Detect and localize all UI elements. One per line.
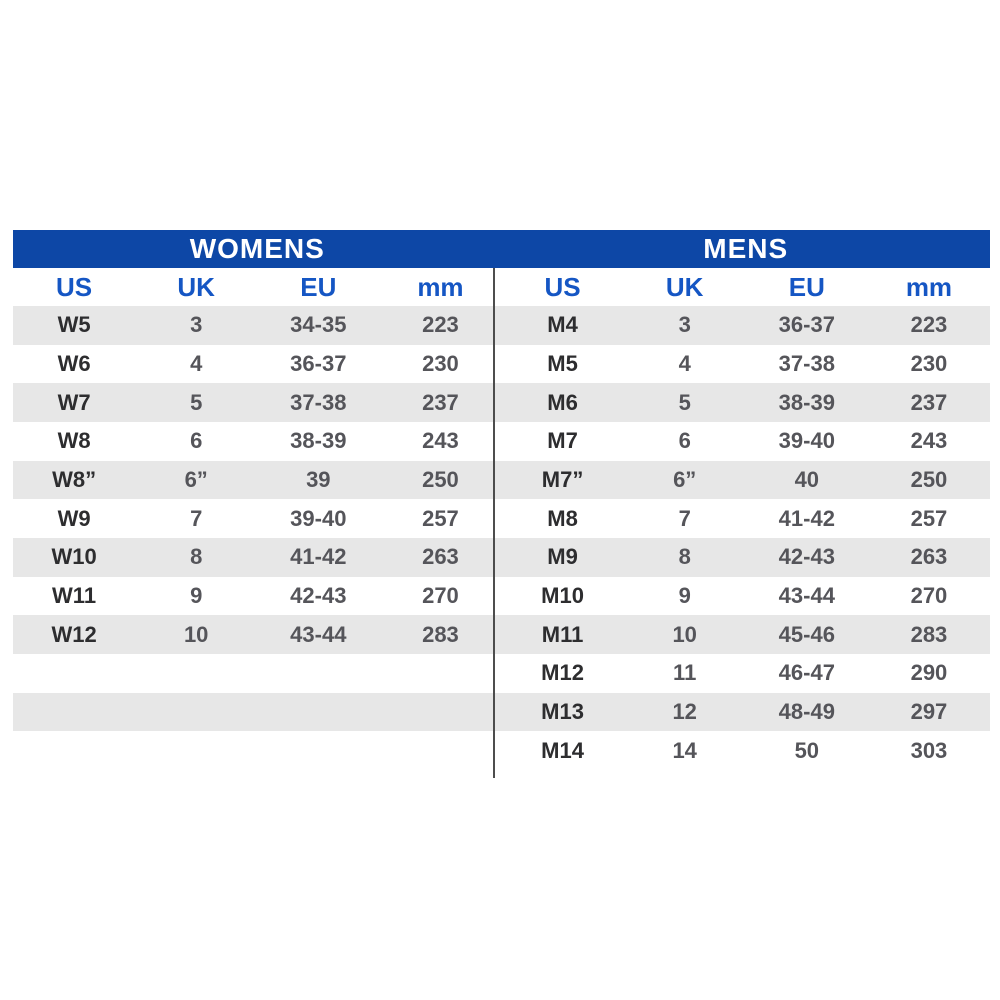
womens-cell-uk: 4 [190, 351, 203, 376]
mens-cell-us: M12 [541, 660, 584, 686]
mens-cell-us: M7” [541, 467, 584, 493]
womens-cell-us: W10 [51, 544, 97, 570]
mens-cell-mm: 257 [910, 505, 948, 531]
womens-cell-uk: 6” [184, 467, 208, 493]
womens-cell-eu: 37-38 [290, 389, 347, 415]
mens-section-title: MENS [703, 233, 789, 264]
mens-cell-us: M10 [541, 583, 584, 609]
womens-cell-us [13, 654, 135, 693]
womens-cell-eu: 34-35 [290, 312, 347, 338]
womens-cell-mm: 243 [422, 428, 459, 454]
mens-cell-uk: 3 [678, 312, 691, 338]
mens-row-half [502, 615, 991, 654]
mens-cell-mm: 270 [910, 583, 948, 609]
womens-header-eu: EU [300, 272, 337, 302]
column-headers-row [13, 268, 990, 306]
womens-row-half [13, 383, 502, 422]
womens-cell-us: W8” [52, 467, 97, 493]
womens-cell-uk: 8 [190, 544, 203, 570]
womens-cell-mm: 263 [422, 544, 459, 570]
mens-row-half [502, 499, 991, 538]
womens-cell-eu: 36-37 [290, 351, 347, 376]
womens-cell-eu [257, 693, 379, 732]
mens-cell-eu: 46-47 [778, 660, 835, 686]
womens-cell-uk: 7 [190, 505, 203, 531]
womens-cell-eu: 38-39 [290, 428, 347, 454]
womens-cell-us: W8 [57, 428, 91, 454]
mens-cell-us: M9 [547, 544, 578, 570]
womens-row-half [13, 461, 502, 500]
mens-cell-mm: 250 [910, 467, 948, 493]
womens-cell-us [13, 693, 135, 732]
womens-cell-mm [379, 654, 501, 693]
table-row [13, 383, 990, 422]
womens-cell-mm: 223 [422, 312, 459, 338]
table-body [13, 306, 990, 770]
mens-cell-uk: 12 [672, 699, 697, 725]
mens-row-half [502, 306, 991, 345]
mens-cell-mm: 283 [910, 621, 948, 647]
table-row [13, 577, 990, 616]
mens-cell-eu: 42-43 [778, 544, 835, 570]
mens-row-half [502, 693, 991, 732]
mens-row-half [502, 577, 991, 616]
womens-header-mm: mm [417, 272, 464, 302]
mens-row-half [502, 461, 991, 500]
womens-column-headers [13, 268, 502, 306]
womens-cell-uk: 5 [190, 389, 203, 415]
womens-section-title: WOMENS [189, 233, 325, 264]
womens-cell-mm: 257 [422, 505, 459, 531]
womens-cell-mm: 250 [422, 467, 459, 493]
table-row [13, 615, 990, 654]
mens-cell-eu: 43-44 [778, 583, 835, 609]
mens-cell-mm: 297 [910, 699, 948, 725]
womens-header-uk: UK [177, 272, 215, 302]
mens-cell-mm: 237 [910, 389, 948, 415]
shoe-size-chart-table [13, 230, 990, 770]
womens-cell-uk: 9 [190, 583, 203, 609]
table-row [13, 499, 990, 538]
mens-cell-mm: 290 [910, 660, 948, 686]
womens-cell-mm [379, 731, 501, 770]
womens-cell-uk [135, 731, 257, 770]
mens-cell-eu: 37-38 [778, 351, 835, 376]
mens-cell-eu: 50 [794, 737, 820, 763]
womens-cell-us [13, 731, 135, 770]
womens-row-half [13, 654, 502, 693]
section-divider-line [493, 268, 495, 778]
mens-cell-uk: 6 [678, 428, 691, 454]
table-row [13, 693, 990, 732]
womens-cell-uk: 10 [183, 621, 209, 647]
womens-row-half [13, 693, 502, 732]
mens-cell-mm: 223 [910, 312, 948, 338]
womens-cell-us: W7 [57, 389, 91, 415]
womens-cell-eu [257, 731, 379, 770]
womens-cell-eu [257, 654, 379, 693]
mens-header-mm: mm [905, 272, 953, 302]
womens-cell-us: W6 [57, 351, 91, 376]
womens-cell-uk: 3 [190, 312, 203, 338]
mens-cell-mm: 230 [910, 351, 948, 376]
womens-row-half [13, 306, 502, 345]
table-header-banner [13, 230, 990, 268]
mens-cell-eu: 45-46 [778, 621, 835, 647]
womens-header-us: US [56, 272, 93, 302]
mens-cell-us: M8 [547, 505, 578, 531]
mens-cell-us: M14 [541, 737, 584, 763]
womens-cell-eu: 39 [306, 467, 331, 493]
womens-cell-mm: 270 [422, 583, 459, 609]
womens-cell-us: W12 [51, 621, 97, 647]
womens-row-half [13, 615, 502, 654]
womens-cell-eu: 43-44 [290, 621, 347, 647]
mens-cell-eu: 41-42 [778, 505, 835, 531]
womens-cell-mm: 283 [422, 621, 459, 647]
mens-cell-us: M7 [547, 428, 578, 454]
mens-cell-mm: 243 [910, 428, 948, 454]
mens-cell-eu: 48-49 [778, 699, 835, 725]
womens-row-half [13, 499, 502, 538]
mens-cell-eu: 40 [794, 467, 820, 493]
womens-row-half [13, 731, 502, 770]
mens-cell-eu: 36-37 [778, 312, 835, 338]
womens-row-half [13, 345, 502, 384]
mens-cell-uk: 14 [672, 737, 697, 763]
mens-cell-uk: 5 [678, 389, 691, 415]
table-row [13, 345, 990, 384]
mens-cell-uk: 8 [678, 544, 691, 570]
table-row [13, 538, 990, 577]
womens-cell-uk [135, 693, 257, 732]
table-row [13, 306, 990, 345]
mens-column-headers [502, 268, 991, 306]
mens-header-uk: UK [665, 272, 704, 302]
mens-cell-us: M4 [547, 312, 578, 338]
mens-cell-us: M13 [541, 699, 584, 725]
mens-cell-us: M6 [547, 389, 578, 415]
mens-cell-eu: 38-39 [778, 389, 835, 415]
mens-row-half [502, 422, 991, 461]
mens-cell-us: M5 [547, 351, 578, 376]
mens-row-half [502, 654, 991, 693]
womens-cell-eu: 42-43 [290, 583, 347, 609]
womens-cell-us: W5 [57, 312, 91, 338]
mens-row-half [502, 383, 991, 422]
table-row [13, 654, 990, 693]
mens-cell-uk: 4 [678, 351, 691, 376]
mens-row-half [502, 345, 991, 384]
womens-row-half [13, 538, 502, 577]
womens-cell-uk: 6 [190, 428, 203, 454]
mens-header-eu: EU [788, 272, 825, 302]
mens-cell-mm: 303 [910, 737, 948, 763]
womens-row-half [13, 577, 502, 616]
mens-row-half [502, 731, 991, 770]
mens-cell-uk: 7 [678, 505, 691, 531]
womens-cell-eu: 39-40 [290, 505, 347, 531]
mens-cell-uk: 6” [673, 467, 697, 493]
womens-cell-mm [379, 693, 501, 732]
womens-cell-mm: 237 [422, 389, 459, 415]
mens-cell-us: M11 [541, 621, 584, 647]
mens-cell-eu: 39-40 [778, 428, 835, 454]
mens-cell-mm: 263 [910, 544, 948, 570]
mens-row-half [502, 538, 991, 577]
womens-cell-eu: 41-42 [290, 544, 347, 570]
womens-cell-uk [135, 654, 257, 693]
mens-header-us: US [544, 272, 581, 302]
womens-cell-mm: 230 [422, 351, 459, 376]
mens-cell-uk: 10 [672, 621, 697, 647]
table-row [13, 731, 990, 770]
womens-row-half [13, 422, 502, 461]
mens-cell-uk: 9 [678, 583, 691, 609]
mens-cell-uk: 11 [673, 660, 697, 686]
table-row [13, 461, 990, 500]
table-row [13, 422, 990, 461]
womens-cell-us: W11 [52, 583, 97, 609]
womens-cell-us: W9 [57, 505, 91, 531]
